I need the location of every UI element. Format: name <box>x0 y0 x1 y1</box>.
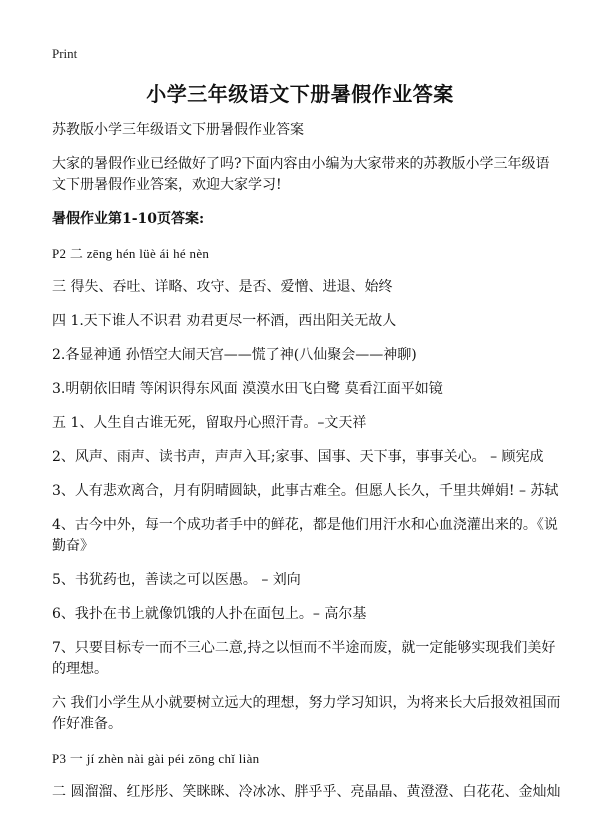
answer-line: 三 得失、吞吐、详略、攻守、是否、爱憎、进退、始终 <box>52 279 393 295</box>
answer-line: P3 一 jí zhèn nài gài péi zōng chǐ liàn <box>52 751 260 766</box>
article-body <box>52 120 562 816</box>
answer-line: 6、我扑在书上就像饥饿的人扑在面包上。– 高尔基 <box>52 606 367 622</box>
answer-line: 3.明朝依旧晴 等闲识得东风面 漠漠水田飞白鹭 莫看江面平如镜 <box>52 381 443 397</box>
answer-line: 5、书犹药也，善读之可以医愚。 – 刘向 <box>52 572 301 588</box>
answer-line: 四 1.天下谁人不识君 劝君更尽一杯酒，西出阳关无故人 <box>52 313 397 329</box>
answer-line: P2 二 zēng hén lüè ái hé nèn <box>52 246 210 261</box>
answer-line: 3、人有悲欢离合，月有阴晴圆缺，此事古难全。但愿人长久，千里共婵娟! – 苏轼 <box>52 483 559 499</box>
answer-line: 2、风声、雨声、读书声，声声入耳;家事、国事、天下事，事事关心。 – 顾宪成 <box>52 449 544 465</box>
answer-line: 五 1、人生自古谁无死，留取丹心照汗青。–文天祥 <box>52 415 367 431</box>
page-title: 小学三年级语文下册暑假作业答案 <box>146 82 454 106</box>
answer-line: 4、古今中外，每一个成功者手中的鲜花，都是他们用汗水和心血浇灌出来的。《说勤奋》 <box>52 517 558 554</box>
intro-paragraph: 大家的暑假作业已经做好了吗?下面内容由小编为大家带来的苏教版小学三年级语文下册暑假作业答案，欢迎大家学习! <box>52 156 550 193</box>
answer-line: 7、只要目标专一而不三心二意,持之以恒而不半途而废，就一定能够实现我们美好的理想。 <box>52 640 556 677</box>
subtitle: 苏教版小学三年级语文下册暑假作业答案 <box>52 122 304 138</box>
print-link[interactable]: Print <box>52 46 78 61</box>
answer-line: 二 圆溜溜、红彤彤、笑眯眯、冷冰冰、胖乎乎、亮晶晶、黄澄澄、白花花、金灿灿 <box>52 784 561 800</box>
section-heading: 暑假作业第1-10页答案: <box>52 211 205 227</box>
answer-line: 六 我们小学生从小就要树立远大的理想，努力学习知识，为将来长大后报效祖国而作好准备。 <box>52 695 561 732</box>
answer-line: 2.各显神通 孙悟空大闹天宫——慌了神(八仙聚会——神聊) <box>52 347 417 363</box>
